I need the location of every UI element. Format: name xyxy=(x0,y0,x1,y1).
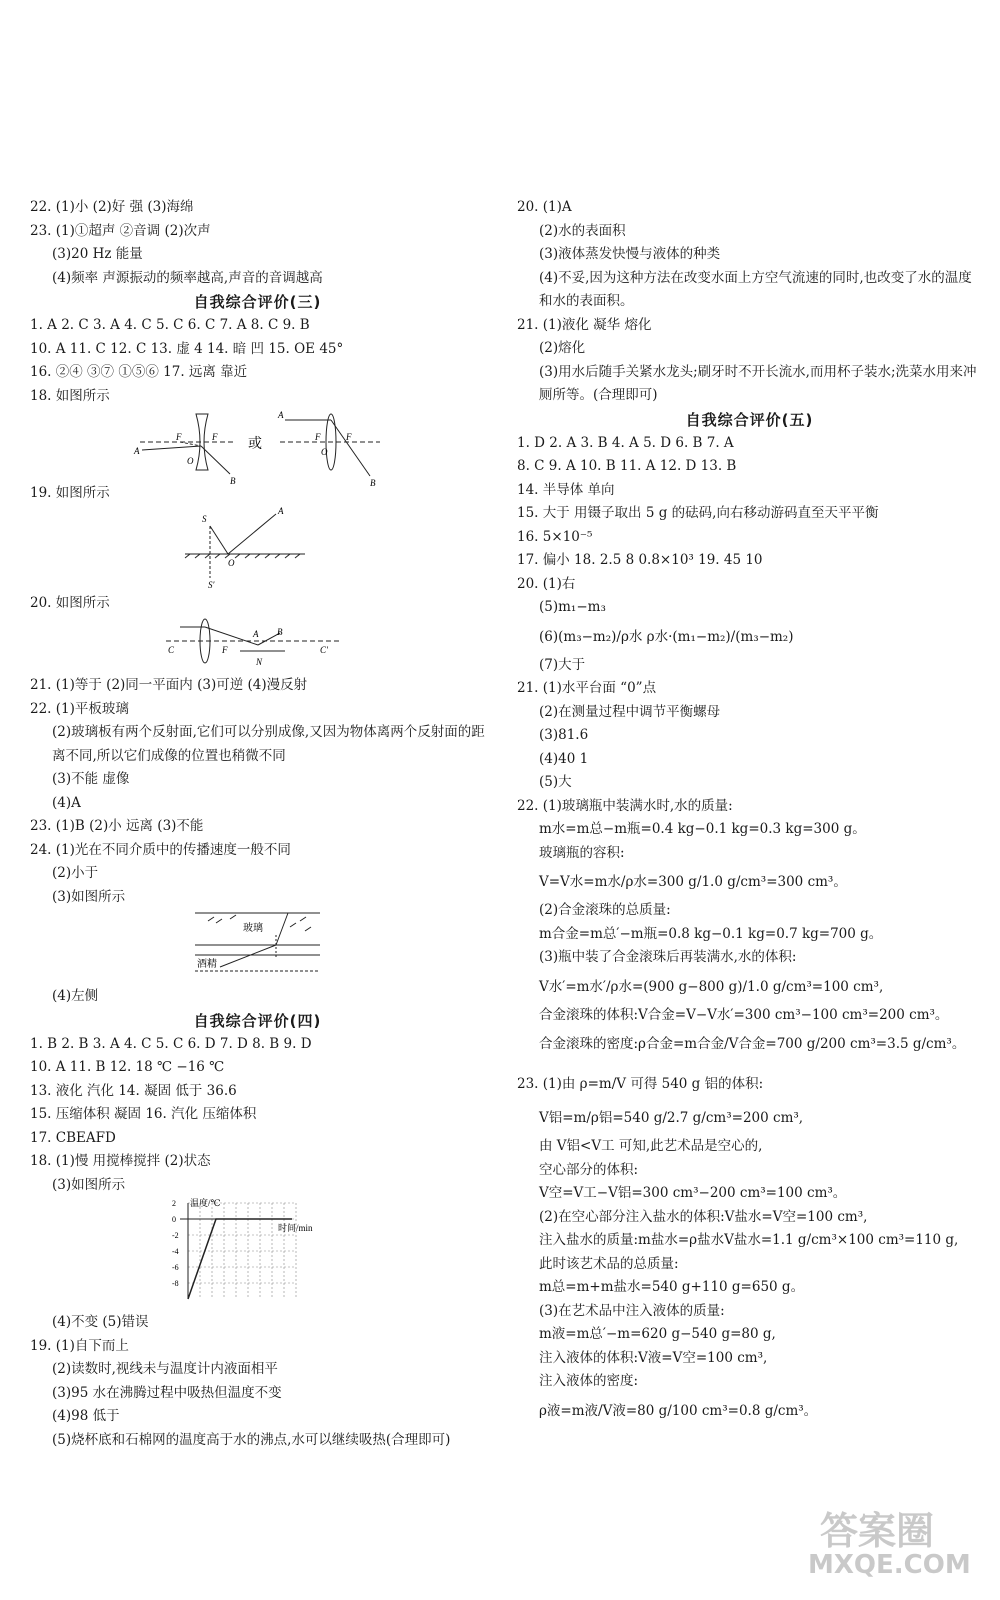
answer-line: (3)81.6 xyxy=(539,727,589,743)
answer-line: 24. (1)光在不同介质中的传播速度一般不同 xyxy=(30,841,291,858)
refraction-diagram xyxy=(30,909,485,981)
answer-line: 1. A 2. C 3. A 4. C 5. C 6. C 7. A 8. C 9. B xyxy=(30,317,310,333)
y-tick-label: -6 xyxy=(172,1263,179,1272)
answer-line: (3)20 Hz 能量 xyxy=(52,246,143,262)
answer-line: m总=m+m盐水=540 g+110 g=650 g。 xyxy=(539,1279,805,1295)
answer-line: (4)40 1 xyxy=(539,750,589,767)
right-column xyxy=(517,196,982,1428)
answer-line: 21. (1)等于 (2)同一平面内 (3)可逆 (4)漫反射 xyxy=(30,677,308,693)
svg-text:A: A xyxy=(134,446,140,456)
answer-line: (2)读数时,视线未与温度计内液面相平 xyxy=(52,1361,278,1377)
or-label: 或 xyxy=(248,437,262,452)
y-tick-label: 0 xyxy=(172,1215,176,1224)
answer-line: (4)98 低于 xyxy=(52,1408,120,1424)
answer-line: (4)A xyxy=(52,794,81,811)
lens-figure-20 xyxy=(30,615,485,670)
answer-line: (3)液体蒸发快慢与液体的种类 xyxy=(539,246,721,262)
answer-line: (2)水的表面积 xyxy=(539,222,626,239)
answer-line: 17. 偏小 18. 2.5 8 0.8×10³ 19. 45 10 xyxy=(517,552,763,568)
refraction-figure-24 xyxy=(30,909,485,981)
svg-text:A: A xyxy=(253,629,259,639)
answer-line: V空=V工−V铝=300 cm³−200 cm³=100 cm³。 xyxy=(539,1185,847,1201)
answer-line: V铝=m/ρ铝=540 g/2.7 g/cm³=200 cm³, xyxy=(539,1110,804,1126)
svg-text:F: F xyxy=(222,645,228,655)
answer-line: 此时该艺术品的总质量: xyxy=(539,1255,679,1272)
y-tick-label: 2 xyxy=(172,1199,176,1208)
watermark-url: MXQE.COM xyxy=(808,1550,971,1580)
mirror-diagram xyxy=(30,506,485,588)
y-tick-label: -2 xyxy=(172,1231,179,1240)
svg-text:O: O xyxy=(228,557,235,568)
answer-line: 20. 如图所示 xyxy=(30,594,110,611)
answer-line: 19. 如图所示 xyxy=(30,485,110,501)
temperature-graph xyxy=(30,1197,485,1307)
watermark-logo: 答案圈 xyxy=(820,1509,935,1553)
svg-text:C′: C′ xyxy=(320,645,328,655)
answer-line: (4)不妥,因为这种方法在改变水面上方空气流速的同时,也改变了水的温度和水的表面积。 xyxy=(539,269,972,309)
answer-line: ρ液=m液/V液=80 g/100 cm³=0.8 g/cm³。 xyxy=(539,1402,818,1419)
answer-line: 23. (1)由 ρ=m/V 可得 540 g 铝的体积: xyxy=(517,1076,764,1092)
answer-line: 16. ②④ ③⑦ ①⑤⑥ 17. 远离 靠近 xyxy=(30,364,248,380)
answer-line: V=V水=m水/ρ水=300 g/1.0 g/cm³=300 cm³。 xyxy=(539,874,847,890)
answer-line: 23. (1)B (2)小 远离 (3)不能 xyxy=(30,818,204,834)
answer-line: 1. D 2. A 3. B 4. A 5. D 6. B 7. A xyxy=(517,434,734,451)
svg-text:F: F xyxy=(346,432,352,442)
answer-line: 注入液体的体积:V液=V空=100 cm³, xyxy=(539,1349,768,1366)
answer-line: 22. (1)小 (2)好 强 (3)海绵 xyxy=(30,199,194,215)
answer-line: 23. (1)①超声 ②音调 (2)次声 xyxy=(30,222,211,239)
answer-line: 21. (1)水平台面 “0”点 xyxy=(517,680,657,696)
answer-line: 10. A 11. C 12. C 13. 虚 4 14. 暗 凹 15. OE 45° xyxy=(30,340,344,357)
answer-line: 空心部分的体积: xyxy=(539,1161,639,1178)
answer-line: (2)玻璃板有两个反射面,它们可以分别成像,又因为物体离两个反射面的距离不同,所以它们成像的位置也稍微不同 xyxy=(52,724,485,764)
answer-line: 18. 如图所示 xyxy=(30,387,110,404)
answer-line: 15. 压缩体积 凝固 16. 汽化 压缩体积 xyxy=(30,1106,257,1122)
x-axis-label: 时间/min xyxy=(278,1223,313,1233)
answer-line: 16. 5×10⁻⁵ xyxy=(517,528,593,545)
answer-line: (2)小于 xyxy=(52,865,99,881)
left-column xyxy=(30,196,485,1452)
svg-text:S′: S′ xyxy=(208,579,215,590)
y-axis-label: 温度/℃ xyxy=(190,1198,221,1208)
answer-line: 14. 半导体 单向 xyxy=(517,481,615,498)
svg-text:B: B xyxy=(370,478,376,488)
svg-text:A: A xyxy=(278,410,284,420)
answer-line: (3)用水后随手关紧水龙头;刷牙时不开长流水,而用杯子装水;洗菜水用来冲厕所等。(合理即可) xyxy=(539,363,977,403)
lens-mirror-diagram xyxy=(30,615,485,670)
answer-line: (5)大 xyxy=(539,774,572,790)
answer-line: 由 V铝<V工 可知,此艺术品是空心的, xyxy=(539,1138,763,1154)
svg-text:F: F xyxy=(212,432,218,442)
answer-line: 19. (1)自下而上 xyxy=(30,1337,129,1354)
lens-diagram xyxy=(30,408,485,488)
answer-line: 注入液体的密度: xyxy=(539,1373,639,1389)
answer-line: 13. 液化 汽化 14. 凝固 低于 36.6 xyxy=(30,1082,237,1099)
y-tick-label: -4 xyxy=(172,1247,179,1256)
svg-text:A: A xyxy=(278,505,284,516)
svg-text:S: S xyxy=(202,513,207,524)
section-heading-4: 自我综合评价(四) xyxy=(193,1011,322,1030)
lens-figure-18 xyxy=(30,408,485,488)
answer-line: 10. A 11. B 12. 18 ℃ −16 ℃ xyxy=(30,1059,225,1075)
y-tick-label: -8 xyxy=(172,1279,179,1288)
answer-line: (5)烧杯底和石棉网的温度高于水的沸点,水可以继续吸热(合理即可) xyxy=(52,1431,451,1448)
answer-line: m水=m总−m瓶=0.4 kg−0.1 kg=0.3 kg=300 g。 xyxy=(539,821,866,837)
answer-line: (6)(m₃−m₂)/ρ水 ρ水·(m₁−m₂)/(m₃−m₂) xyxy=(539,628,794,645)
answer-line: 8. C 9. A 10. B 11. A 12. D 13. B xyxy=(517,458,737,474)
answer-line: 20. (1)A xyxy=(517,199,572,215)
answer-line: 18. (1)慢 用搅棒搅拌 (2)状态 xyxy=(30,1153,211,1169)
section-heading-5: 自我综合评价(五) xyxy=(685,410,814,429)
answer-line: (5)m₁−m₃ xyxy=(539,599,606,615)
answer-line: (2)熔化 xyxy=(539,340,586,356)
answer-line: 21. (1)液化 凝华 熔化 xyxy=(517,316,652,333)
svg-text:O: O xyxy=(321,447,328,457)
answer-line: 22. (1)平板玻璃 xyxy=(30,700,129,717)
answer-line: (2)在空心部分注入盐水的体积:V盐水=V空=100 cm³, xyxy=(539,1208,868,1225)
svg-text:B: B xyxy=(277,627,283,637)
svg-text:O: O xyxy=(187,456,194,466)
svg-text:C: C xyxy=(168,645,175,655)
answer-line: (3)如图所示 xyxy=(52,1176,126,1193)
answer-line: (3)95 水在沸腾过程中吸热但温度不变 xyxy=(52,1384,282,1401)
answer-line: (2)合金滚珠的总质量: xyxy=(539,902,671,918)
answer-line: (3)如图所示 xyxy=(52,888,126,905)
temperature-graph-svg xyxy=(30,1197,485,1307)
answer-line: 合金滚珠的体积:V合金=V−V水′=300 cm³−100 cm³=200 cm³。 xyxy=(539,1006,949,1023)
answer-line: (3)不能 虚像 xyxy=(52,771,130,787)
answer-line: (3)瓶中装了合金滚珠后再装满水,水的体积: xyxy=(539,949,797,965)
answer-line: V水′=m水′/ρ水=(900 g−800 g)/1.0 g/cm³=100 cm³, xyxy=(539,978,884,995)
section-heading-3: 自我综合评价(三) xyxy=(193,293,322,311)
answer-line: 合金滚珠的密度:ρ合金=m合金/V合金=700 g/200 cm³=3.5 g/cm³。 xyxy=(539,1036,966,1052)
mirror-figure-19 xyxy=(30,506,485,588)
answer-line: (3)在艺术品中注入液体的质量: xyxy=(539,1302,725,1319)
answer-line: 22. (1)玻璃瓶中装满水时,水的质量: xyxy=(517,797,733,814)
answer-line: 15. 大于 用镊子取出 5 g 的砝码,向右移动游码直至天平平衡 xyxy=(517,505,879,521)
answer-line: m合金=m总′−m瓶=0.8 kg−0.1 kg=0.7 kg=700 g。 xyxy=(539,925,883,942)
svg-text:N: N xyxy=(256,657,263,667)
answer-line: (7)大于 xyxy=(539,656,586,673)
alcohol-label: 酒精 xyxy=(197,959,217,970)
answer-line: 17. CBEAFD xyxy=(30,1129,116,1146)
answer-line: 20. (1)右 xyxy=(517,575,576,592)
answer-line: (4)频率 声源振动的频率越高,声音的音调越高 xyxy=(52,269,323,286)
answer-line: (4)左侧 xyxy=(52,988,99,1004)
glass-label: 玻璃 xyxy=(243,923,263,934)
answer-line: m液=m总′−m=620 g−540 g=80 g, xyxy=(539,1326,776,1342)
svg-text:F: F xyxy=(315,432,321,442)
answer-line: 1. B 2. B 3. A 4. C 5. C 6. D 7. D 8. B 9. D xyxy=(30,1035,312,1052)
answer-line: 注入盐水的质量:m盐水=ρ盐水V盐水=1.1 g/cm³×100 cm³=110 g, xyxy=(539,1232,959,1248)
svg-text:F: F xyxy=(176,432,182,442)
answer-line: (4)不变 (5)错误 xyxy=(52,1314,149,1330)
answer-line: (2)在测量过程中调节平衡螺母 xyxy=(539,703,721,720)
svg-text:B: B xyxy=(230,476,236,486)
answer-line: 玻璃瓶的容积: xyxy=(539,844,625,861)
